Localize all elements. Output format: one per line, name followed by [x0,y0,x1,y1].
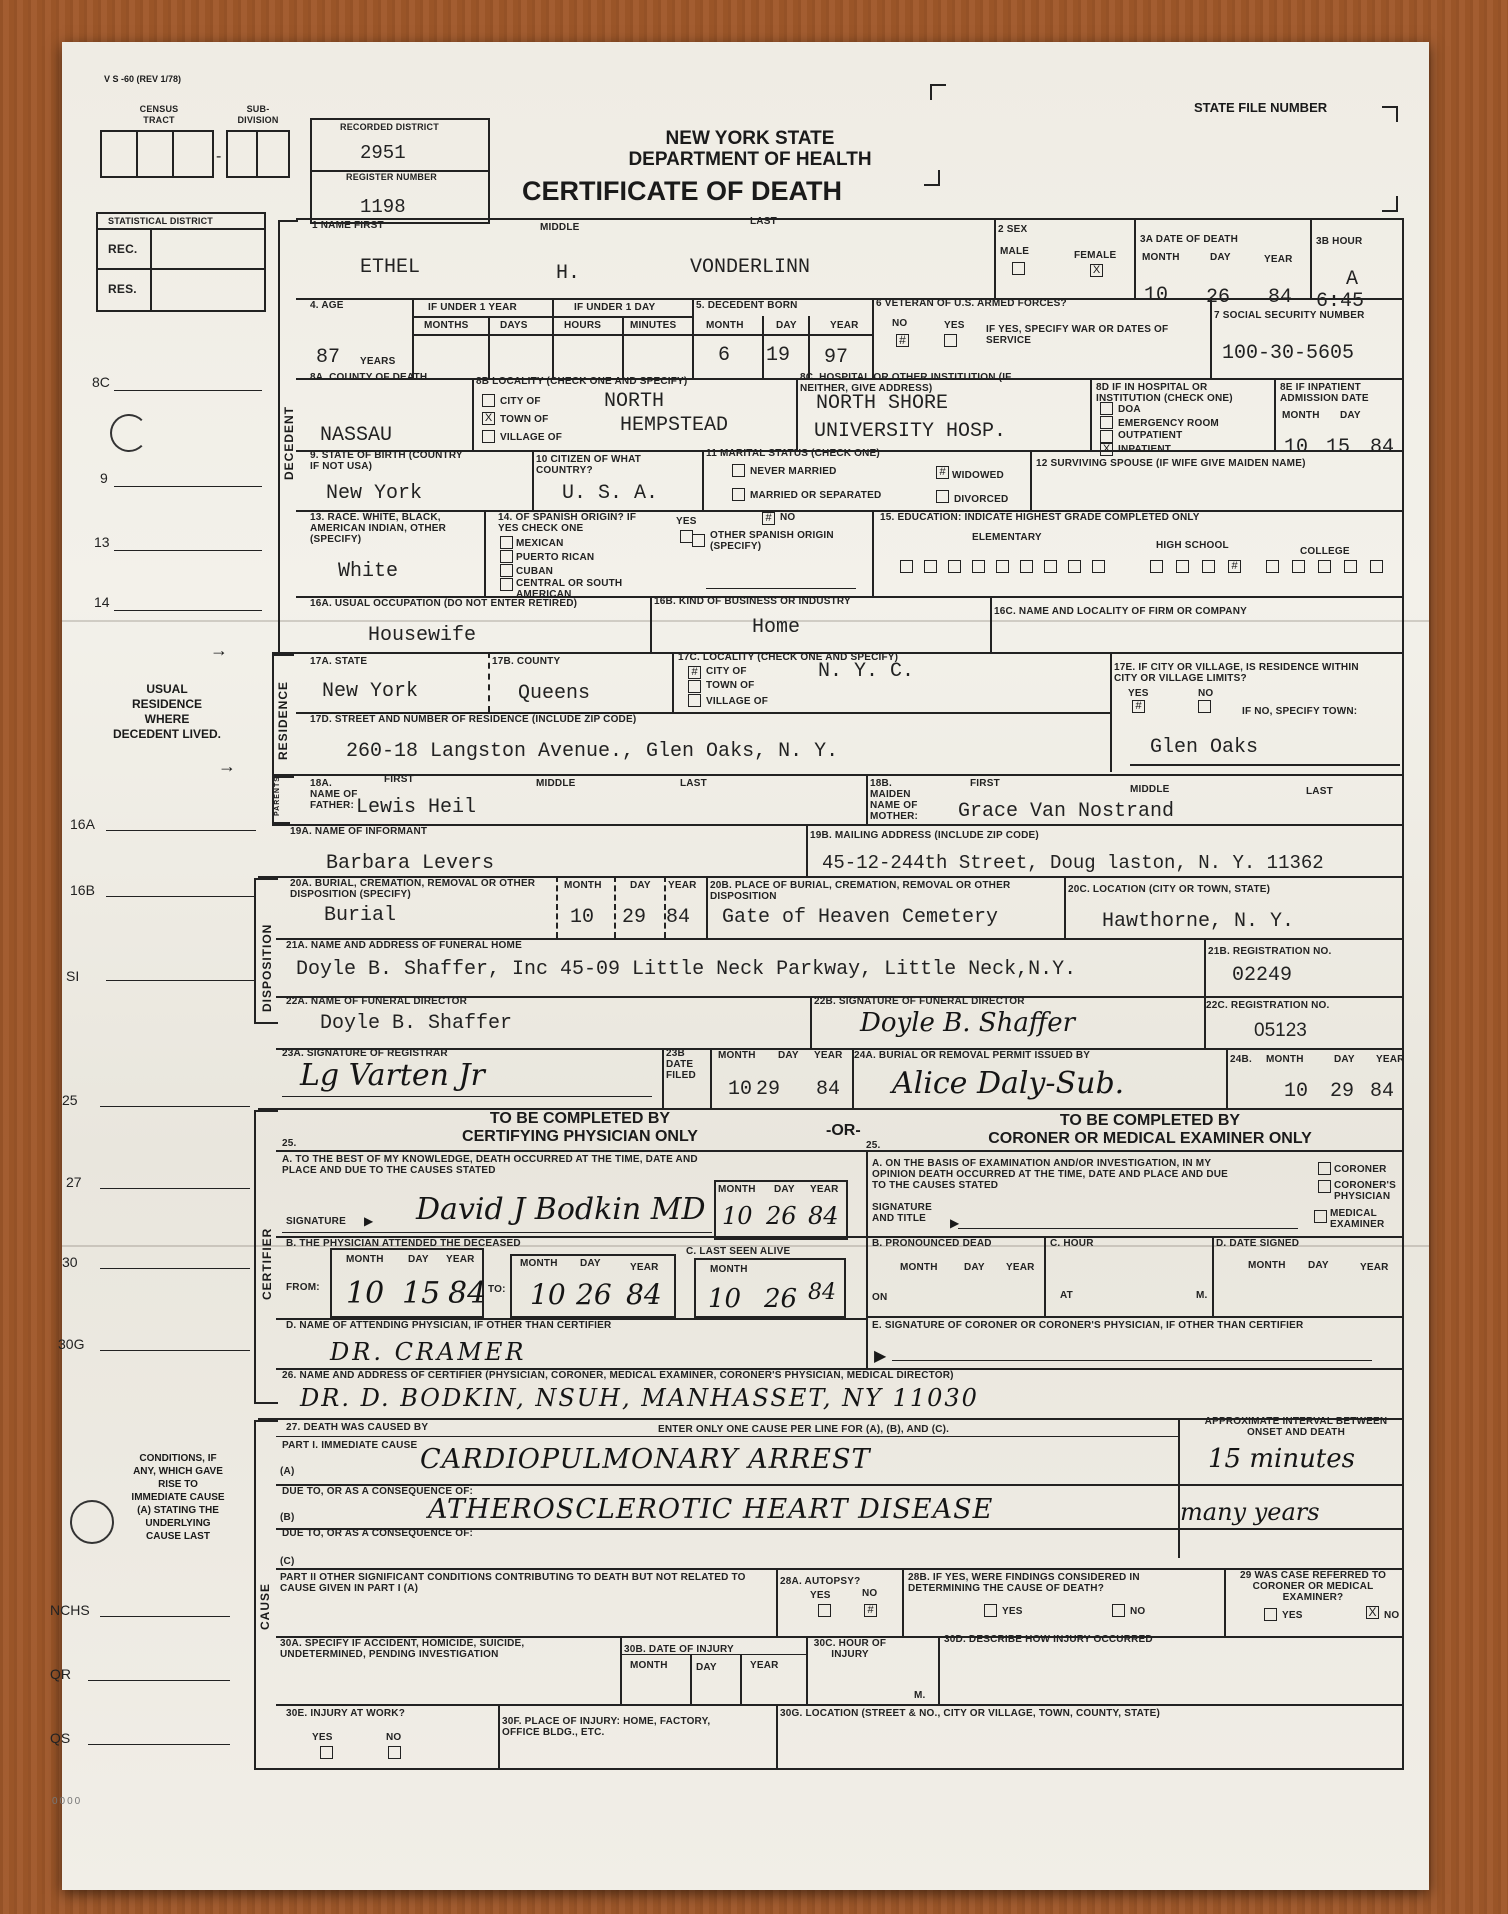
medical-examiner-checkbox[interactable] [1314,1210,1327,1223]
death-day: 26 [1206,286,1231,309]
cause-b: ATHEROSCLEROTIC HEART DISEASE [428,1494,994,1525]
residence-locality: N. Y. C. [818,660,915,683]
res-inside-no-checkbox[interactable] [1198,700,1211,713]
referred-yes-checkbox[interactable] [1264,1608,1277,1621]
veteran-no-checkbox-checked[interactable]: # [896,334,909,347]
decedent-last-name: VONDERLINN [690,256,811,279]
female-checkbox-checked[interactable]: X [1090,264,1103,277]
residence-town: Glen Oaks [1150,736,1259,759]
residence-street: 260-18 Langston Avenue., Glen Oaks, N. Y. [346,740,839,763]
to-day: 26 [576,1278,612,1311]
coroner-checkbox[interactable] [1318,1162,1331,1175]
res-city-of-checkbox-checked[interactable]: # [688,666,701,679]
sub-division-box [226,130,290,178]
never-married-checkbox[interactable] [732,464,745,477]
attending-physician: DR. CRAMER [330,1338,527,1366]
res-village-of-checkbox[interactable] [688,694,701,707]
decedent-tab-label: DECEDENT [282,405,296,480]
funeral-home: Doyle B. Shaffer, Inc 45-09 Little Neck Parkway, Little Neck,N.Y. [296,958,1077,981]
decedent-middle-name: H. [556,262,581,285]
city-of-checkbox[interactable] [482,394,495,407]
education-grade-checkbox[interactable]: # [1228,560,1241,573]
state-file-number-label: STATE FILE NUMBER [1194,100,1328,115]
education-grade-checkbox[interactable] [1068,560,1081,573]
findings-yes-checkbox[interactable] [984,1604,997,1617]
born-day: 19 [766,344,791,367]
disposition-month: 10 [570,906,595,929]
at-work-yes-checkbox[interactable] [320,1746,333,1759]
recorded-district: 2951 [360,142,406,164]
education-grade-checkbox[interactable] [972,560,985,573]
disposition-year: 84 [666,906,691,929]
res-town-of-checkbox[interactable] [688,680,701,693]
death-hour: 6:45 [1316,290,1365,313]
sig-year: 84 [808,1202,839,1230]
from-year: 84 [448,1276,487,1311]
education-grade-checkbox[interactable] [1318,560,1331,573]
funeral-director-signature: Doyle B. Shaffer [860,1008,1076,1038]
age: 87 [316,346,341,369]
autopsy-yes-checkbox[interactable] [818,1604,831,1617]
education-grade-checkbox[interactable] [948,560,961,573]
interval-b: many years [1180,1498,1320,1526]
disposition-day: 29 [622,906,647,929]
divorced-checkbox[interactable] [936,490,949,503]
filed-year: 84 [816,1078,841,1101]
permit-month: 10 [1284,1080,1309,1103]
funeral-director: Doyle B. Shaffer [320,1012,513,1035]
interval-a: 15 minutes [1208,1444,1355,1474]
death-locality-2: HEMPSTEAD [620,414,729,437]
sig-month: 10 [722,1202,753,1230]
census-tract-label: CENSUS TRACT [139,104,179,125]
education-grade-checkbox[interactable] [1292,560,1305,573]
res-inside-yes-checkbox-checked[interactable]: # [1132,700,1145,713]
education-grade-checkbox[interactable] [1202,560,1215,573]
sig-day: 26 [766,1202,797,1230]
father-name: Lewis Heil [356,796,477,819]
funeral-home-reg: 02249 [1232,964,1293,987]
disposition-tab-label: DISPOSITION [260,923,274,1012]
coroner-heading: TO BE COMPLETED BY CORONER OR MEDICAL EXAMINER ONLY [988,1112,1312,1147]
page-title: CERTIFICATE OF DEATH [522,176,842,206]
hospital-1: NORTH SHORE [816,392,949,415]
admit-year: 84 [1370,436,1395,459]
admit-month: 10 [1284,436,1309,459]
decedent-first-name: ETHEL [360,256,421,279]
death-county: NASSAU [320,424,393,447]
married-checkbox[interactable] [732,488,745,501]
certifier-signature: David J Bodkin MD [416,1192,706,1227]
residence-tab-label: RESIDENCE [276,680,290,760]
disposition-place: Gate of Heaven Cemetery [722,906,999,929]
born-month: 6 [718,344,731,367]
death-locality-1: NORTH [604,390,665,413]
village-of-checkbox[interactable] [482,430,495,443]
education-grade-checkbox[interactable] [924,560,937,573]
registrar-signature: Lg Varten Jr [300,1058,485,1093]
autopsy-no-checkbox-checked[interactable]: # [864,1604,877,1617]
cause-a: CARDIOPULMONARY ARREST [420,1444,871,1475]
certifier-address: DR. D. BODKIN, NSUH, MANHASSET, NY 11030 [300,1384,979,1412]
statistical-district-box [96,212,266,312]
education-grade-checkbox[interactable] [1370,560,1383,573]
coroners-physician-checkbox[interactable] [1318,1180,1331,1193]
male-checkbox[interactable] [1012,262,1025,275]
central-american-checkbox[interactable] [500,578,513,591]
circle-mark [70,1500,114,1544]
emergency-room-checkbox[interactable] [1100,416,1113,429]
referred-no-checkbox-checked[interactable]: X [1366,1606,1379,1619]
puerto-rican-checkbox[interactable] [500,550,513,563]
mother-name: Grace Van Nostrand [958,800,1175,823]
funeral-director-reg: 05123 [1254,1020,1307,1041]
cause-tab-label: CAUSE [258,1582,272,1630]
education-grade-checkbox[interactable] [1266,560,1279,573]
death-ampm: A [1346,268,1359,291]
mexican-checkbox[interactable] [500,536,513,549]
census-tract-box [100,130,214,178]
education-grade-checkbox[interactable] [1092,560,1105,573]
hospital-2: UNIVERSITY HOSP. [814,420,1007,443]
town-of-checkbox-checked[interactable]: X [482,412,495,425]
education-grade-checkbox[interactable] [1044,560,1057,573]
admit-day: 15 [1326,436,1351,459]
race: White [338,560,399,583]
death-month: 10 [1144,284,1169,307]
seen-year: 84 [808,1280,836,1305]
informant-name: Barbara Levers [326,852,495,875]
state-heading: NEW YORK STATE DEPARTMENT OF HEALTH [628,128,872,170]
filed-month: 10 [728,1078,753,1101]
informant-address: 45-12-244th Street, Doug laston, N. Y. 11362 [822,852,1324,874]
or-divider: -OR- [826,1122,861,1139]
certifier-tab-label: CERTIFIER [260,1227,274,1300]
disposition-location: Hawthorne, N. Y. [1102,910,1295,933]
citizen: U. S. A. [562,482,659,505]
from-day: 15 [402,1276,441,1311]
education-grade-checkbox[interactable] [1150,560,1163,573]
veteran-yes-checkbox[interactable] [944,334,957,347]
to-month: 10 [530,1278,566,1311]
residence-state: New York [322,680,419,703]
widowed-checkbox-checked[interactable]: # [936,466,949,479]
death-year: 84 [1268,286,1293,309]
inpatient-checkbox-checked[interactable]: X [1100,443,1113,456]
education-grade-checkbox[interactable] [900,560,913,573]
faint-mark: 0000 [52,1796,83,1807]
to-year: 84 [626,1278,662,1311]
outpatient-checkbox[interactable] [1100,430,1113,443]
at-work-no-checkbox[interactable] [388,1746,401,1759]
occupation: Housewife [368,624,477,647]
usual-residence-note: USUAL RESIDENCE WHERE DECEDENT LIVED. [112,682,221,741]
register-number: 1198 [360,196,406,218]
parents-tab-label: PARENTS [274,776,281,816]
born-year: 97 [824,346,849,369]
spanish-no-checkbox-checked[interactable]: # [762,512,775,525]
birth-state: New York [326,482,423,505]
seen-day: 26 [764,1284,798,1314]
residence-county: Queens [518,682,591,705]
ssn: 100-30-5605 [1222,342,1355,365]
education-grade-checkbox[interactable] [1344,560,1357,573]
education-grade-checkbox[interactable] [1020,560,1033,573]
permit-year: 84 [1370,1080,1395,1103]
circle-mark [110,414,148,452]
education-grade-checkbox[interactable] [996,560,1009,573]
education-grade-checkbox[interactable] [1176,560,1189,573]
seen-month: 10 [708,1284,742,1314]
from-month: 10 [346,1276,385,1311]
doa-checkbox[interactable] [1100,402,1113,415]
permit-day: 29 [1330,1080,1355,1103]
permit-signature: Alice Daly-Sub. [892,1066,1125,1101]
physician-heading: TO BE COMPLETED BY CERTIFYING PHYSICIAN ONLY [462,1110,698,1145]
form-id: V S -60 (REV 1/78) [104,74,182,84]
conditions-note: CONDITIONS, IF ANY, WHICH GAVE RISE TO IMMEDIATE CAUSE (A) STATING THE UNDERLYING CAUSE LAST [131,1453,225,1542]
sub-division-label: SUB- DIVISION [237,104,279,125]
filed-day: 29 [756,1078,781,1101]
business: Home [752,616,801,639]
findings-no-checkbox[interactable] [1112,1604,1125,1617]
other-spanish-checkbox[interactable] [692,534,705,547]
disposition-type: Burial [324,904,397,927]
cuban-checkbox[interactable] [500,564,513,577]
